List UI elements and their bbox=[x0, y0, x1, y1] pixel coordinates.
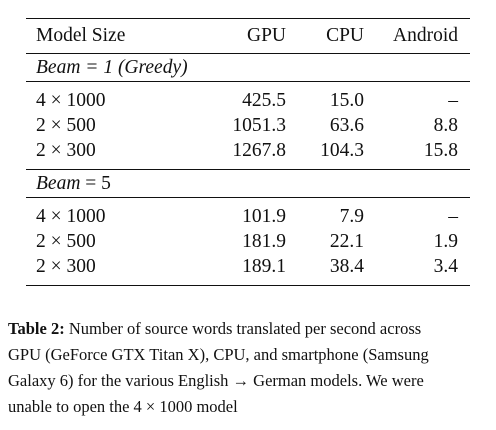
table-row bbox=[26, 204, 470, 229]
cell-cpu: 7.9 bbox=[339, 206, 364, 227]
cell-android: – bbox=[448, 90, 458, 111]
cell-android: 8.8 bbox=[433, 115, 458, 136]
header-cpu: CPU bbox=[326, 25, 364, 46]
caption-line-3: Galaxy 6) for the various English → German models. We were bbox=[8, 371, 424, 390]
table-caption bbox=[8, 316, 490, 421]
cell-size: 2 × 500 bbox=[36, 115, 96, 136]
cell-cpu: 15.0 bbox=[329, 90, 364, 111]
caption-line-2: GPU (GeForce GTX Titan X), CPU, and smartphone (Samsung bbox=[8, 345, 429, 364]
caption-text-1: Number of source words translated per second across bbox=[64, 319, 422, 338]
cell-gpu: 189.1 bbox=[242, 256, 286, 277]
cell-android: 3.4 bbox=[433, 256, 458, 277]
cell-gpu: 1051.3 bbox=[232, 115, 286, 136]
section-label-beam5 bbox=[26, 170, 470, 197]
cell-android: 15.8 bbox=[423, 140, 458, 161]
caption-line-1 bbox=[8, 316, 490, 342]
cell-cpu: 38.4 bbox=[329, 256, 364, 277]
cell-size: 2 × 300 bbox=[36, 140, 96, 161]
cell-android: – bbox=[448, 206, 458, 227]
table-header-row bbox=[26, 19, 470, 53]
cell-cpu: 63.6 bbox=[329, 115, 364, 136]
section-label-greedy-rest: = 1 (Greedy) bbox=[80, 57, 188, 78]
results-table bbox=[26, 18, 470, 286]
cell-size: 2 × 300 bbox=[36, 256, 96, 277]
section-label-greedy bbox=[26, 54, 470, 81]
cell-gpu: 425.5 bbox=[242, 90, 286, 111]
caption-label: Table 2: bbox=[8, 319, 65, 338]
cell-gpu: 181.9 bbox=[242, 231, 286, 252]
table-row bbox=[26, 254, 470, 279]
cell-size: 2 × 500 bbox=[36, 231, 96, 252]
table-bottom-rule bbox=[26, 285, 470, 286]
cell-size: 4 × 1000 bbox=[36, 206, 106, 227]
section-label-greedy-italic: Beam bbox=[36, 57, 81, 78]
cell-android: 1.9 bbox=[433, 231, 458, 252]
cell-cpu: 22.1 bbox=[329, 231, 364, 252]
table-row bbox=[26, 229, 470, 254]
table-row bbox=[26, 88, 470, 113]
cell-size: 4 × 1000 bbox=[36, 90, 106, 111]
header-gpu: GPU bbox=[246, 25, 286, 46]
caption-text-4: unable to open the 4 × 1000 model bbox=[8, 397, 238, 416]
cell-gpu: 1267.8 bbox=[232, 140, 286, 161]
section-label-beam5-italic: Beam bbox=[36, 173, 81, 194]
table-row bbox=[26, 113, 470, 138]
cell-gpu: 101.9 bbox=[242, 206, 286, 227]
header-model-size: Model Size bbox=[36, 25, 126, 46]
header-android: Android bbox=[393, 25, 458, 46]
caption-line-4 bbox=[8, 394, 490, 421]
cell-cpu: 104.3 bbox=[320, 140, 364, 161]
section-label-beam5-rest: = 5 bbox=[80, 173, 111, 194]
table-row bbox=[26, 138, 470, 163]
